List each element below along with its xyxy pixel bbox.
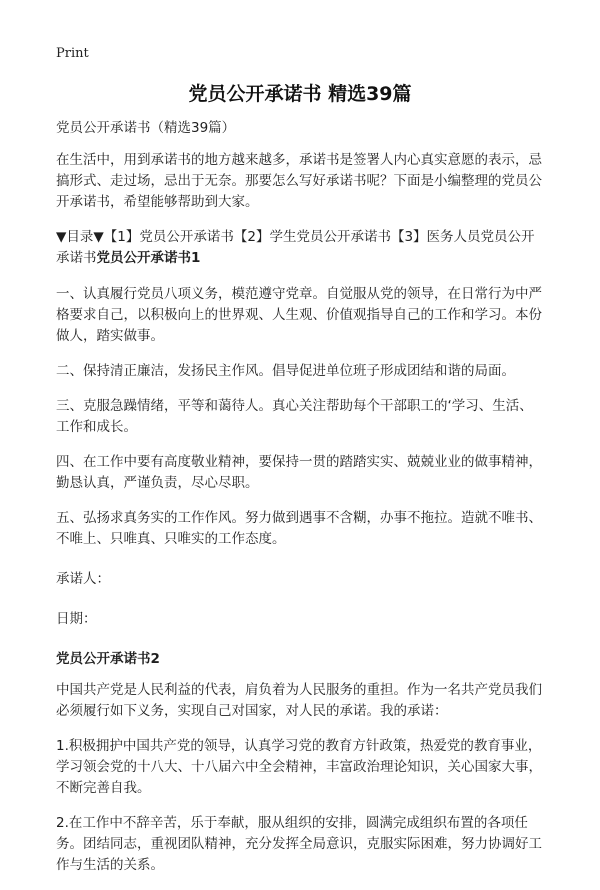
section-2-item-1: 1.积极拥护中国共产党的领导，认真学习党的教育方针政策，热爱党的教育事业，学习领会党的十八大、十八届六中全会精神，丰富政治理论知识，关心国家大事，不断完善自我。 [56, 738, 542, 796]
promiser-label: 承诺人： [56, 571, 110, 587]
section-2-heading: 党员公开承诺书2 [56, 651, 160, 667]
page-title: 党员公开承诺书 精选39篇 [188, 83, 412, 105]
section-1-item-5: 五、弘扬求真务实的工作作风。努力做到遇事不含糊，办事不拖拉。造就不唯书、不唯上、只唯真、只唯实的工作态度。 [56, 510, 542, 547]
table-of-contents [56, 227, 546, 269]
print-label[interactable]: Print [56, 46, 89, 61]
section-2-intro: 中国共产党是人民利益的代表，肩负着为人民服务的重担。作为一名共产党员我们必须履行如下义务，实现自己对国家，对人民的承诺。我的承诺： [56, 682, 542, 719]
intro-paragraph: 在生活中，用到承诺书的地方越来越多，承诺书是签署人内心真实意愿的表示，忌搞形式、走过场，忌出于无奈。那要怎么写好承诺书呢？下面是小编整理的党员公开承诺书，希望能够帮助到大家。 [56, 152, 542, 210]
section-1-item-2: 二、保持清正廉洁，发扬民主作风。倡导促进单位班子形成团结和谐的局面。 [56, 363, 515, 379]
section-1-item-3: 三、克服急躁情绪，平等和蔼待人。真心关注帮助每个干部职工的‘学习、生活、工作和成长。 [56, 398, 533, 435]
date-label: 日期： [56, 611, 97, 627]
document-body [56, 118, 546, 890]
toc-links[interactable]: ▼目录▼【1】党员公开承诺书【2】学生党员公开承诺书【3】医务人员党员公开承诺书 [56, 229, 535, 266]
document-subtitle: 党员公开承诺书（精选39篇） [56, 120, 236, 136]
section-1-item-4: 四、在工作中要有高度敬业精神，要保持一贯的踏踏实实、兢兢业业的做事精神，勤恳认真，严谨负责，尽心尽职。 [56, 454, 542, 491]
section-2-item-2: 2.在工作中不辞辛苦，乐于奉献，服从组织的安排，圆满完成组织布置的各项任务。团结同志，重视团队精神，充分发挥全局意识，克服实际困难，努力协调好工作与生活的关系。 [56, 815, 542, 873]
section-1-item-1: 一、认真履行党员八项义务，模范遵守党章。自觉服从党的领导，在日常行为中严格要求自己，以积极向上的世界观、人生观、价值观指导自己的工作和学习。本份做人，踏实做事。 [56, 286, 542, 344]
section-1-heading: 党员公开承诺书1 [96, 250, 201, 266]
